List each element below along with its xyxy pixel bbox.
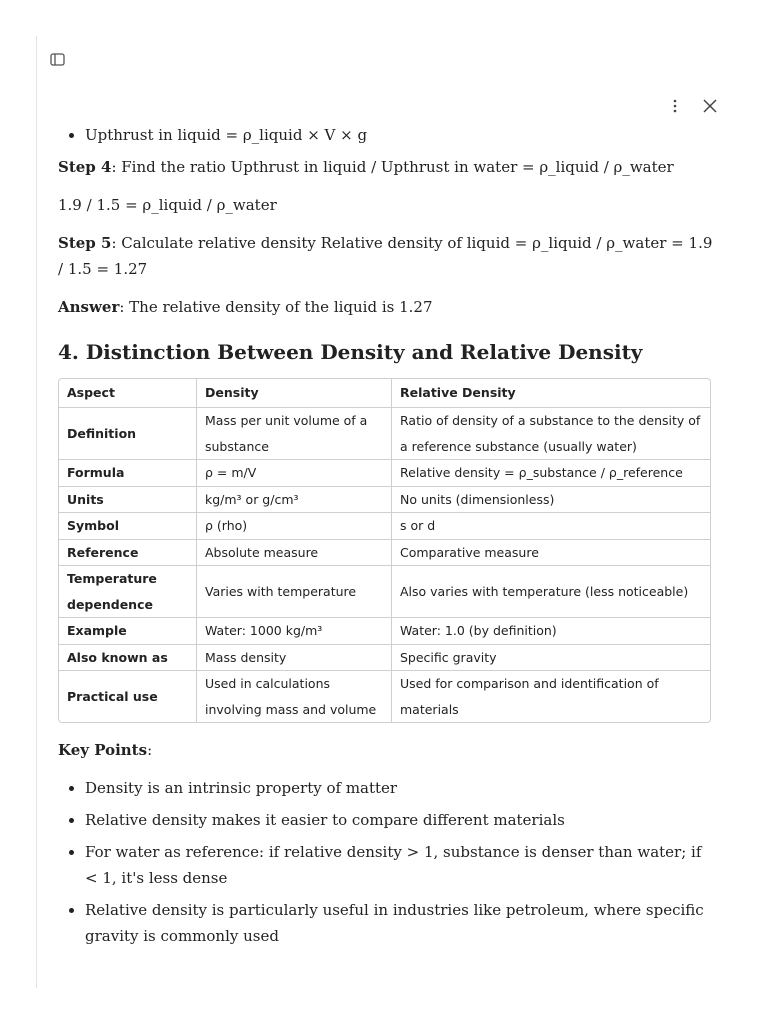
message-content xyxy=(58,122,718,955)
table-cell: ρ (rho) xyxy=(197,513,392,540)
table-cell: Comparative measure xyxy=(392,540,710,567)
step5-paragraph xyxy=(58,230,718,282)
table-cell: Specific gravity xyxy=(392,645,710,672)
table-cell: Example xyxy=(59,618,197,645)
list-item: • Relative density makes it easier to compare different materials xyxy=(85,807,718,833)
key-points-list xyxy=(58,775,718,949)
list-item: • Upthrust in liquid = ρ_liquid × V × g xyxy=(85,122,718,148)
step-label: Step 4 xyxy=(58,158,112,176)
table-cell: Varies with temperature xyxy=(197,566,392,618)
table-row xyxy=(59,513,710,540)
table-cell: Used for comparison and identification of materials xyxy=(400,676,659,717)
table-cell: Also varies with temperature (less noticeable) xyxy=(392,566,710,618)
table-cell: Temperature dependence xyxy=(59,566,197,618)
more-options-button[interactable] xyxy=(666,97,684,115)
key-points-label: Key Points xyxy=(58,741,148,759)
table-cell: ρ = m/V xyxy=(197,460,392,487)
answer-text: : The relative density of the liquid is 1.27 xyxy=(119,298,433,316)
table-cell: Water: 1.0 (by definition) xyxy=(392,618,710,645)
column-header: Relative Density xyxy=(392,379,710,408)
table-cell: Formula xyxy=(59,460,197,487)
column-header: Density xyxy=(197,379,392,408)
step-text: : Calculate relative density Relative density of liquid = ρ_liquid / ρ_water = 1.9 / 1.5 = 1.27 xyxy=(58,234,713,278)
answer-label: Answer xyxy=(58,298,120,316)
table-row xyxy=(59,671,710,722)
key-points-heading xyxy=(58,737,718,763)
sidebar-toggle-icon xyxy=(49,52,67,68)
table-cell: s or d xyxy=(392,513,710,540)
table-cell: Also known as xyxy=(59,645,197,672)
section-heading: 4. Distinction Between Density and Relative Density xyxy=(58,340,643,364)
step3-list xyxy=(58,122,718,148)
table-cell: Mass per unit volume of a substance xyxy=(197,408,392,460)
sidebar-toggle-button[interactable] xyxy=(49,52,67,68)
panel-divider xyxy=(36,36,37,988)
table-cell: Water: 1000 kg/m³ xyxy=(197,618,392,645)
table-row xyxy=(59,540,710,567)
table-cell: No units (dimensionless) xyxy=(392,487,710,514)
table-cell: Practical use xyxy=(59,671,197,722)
table-header-row xyxy=(59,379,710,408)
table-row xyxy=(59,487,710,514)
table-cell: Mass density xyxy=(197,645,392,672)
table-row xyxy=(59,566,710,618)
comparison-table xyxy=(58,378,711,723)
table-row xyxy=(59,460,710,487)
list-item: • For water as reference: if relative density > 1, substance is denser than water; if < 1, it's less dense xyxy=(85,839,718,891)
table-cell: Ratio of density of a substance to the density of a reference substance (usually water) xyxy=(392,408,710,460)
table-cell: Reference xyxy=(59,540,197,567)
table-row xyxy=(59,618,710,645)
key-points-colon: : xyxy=(147,741,153,759)
more-vertical-icon xyxy=(666,97,684,115)
table-cell: kg/m³ or g/cm³ xyxy=(197,487,392,514)
table-cell: Units xyxy=(59,487,197,514)
close-button[interactable] xyxy=(701,97,719,115)
step-text: : Find the ratio Upthrust in liquid / Upthrust in water = ρ_liquid / ρ_water xyxy=(111,158,674,176)
step4-paragraph xyxy=(58,154,718,180)
column-header: Aspect xyxy=(59,379,197,408)
list-item: • Density is an intrinsic property of matter xyxy=(85,775,718,801)
table-row xyxy=(59,408,710,460)
table-cell: Definition xyxy=(59,408,197,460)
close-icon xyxy=(701,97,719,115)
table-cell: Used in calculations involving mass and volume xyxy=(197,671,392,722)
table-row xyxy=(59,645,710,672)
table-cell: Absolute measure xyxy=(197,540,392,567)
table-cell: Relative density = ρ_substance / ρ_reference xyxy=(392,460,710,487)
answer-paragraph xyxy=(58,294,718,320)
table-cell: Symbol xyxy=(59,513,197,540)
ratio-paragraph: 1.9 / 1.5 = ρ_liquid / ρ_water xyxy=(58,196,277,214)
step-label: Step 5 xyxy=(58,234,112,252)
list-item: • Relative density is particularly useful in industries like petroleum, where specific gravity is commonly used xyxy=(85,897,718,949)
